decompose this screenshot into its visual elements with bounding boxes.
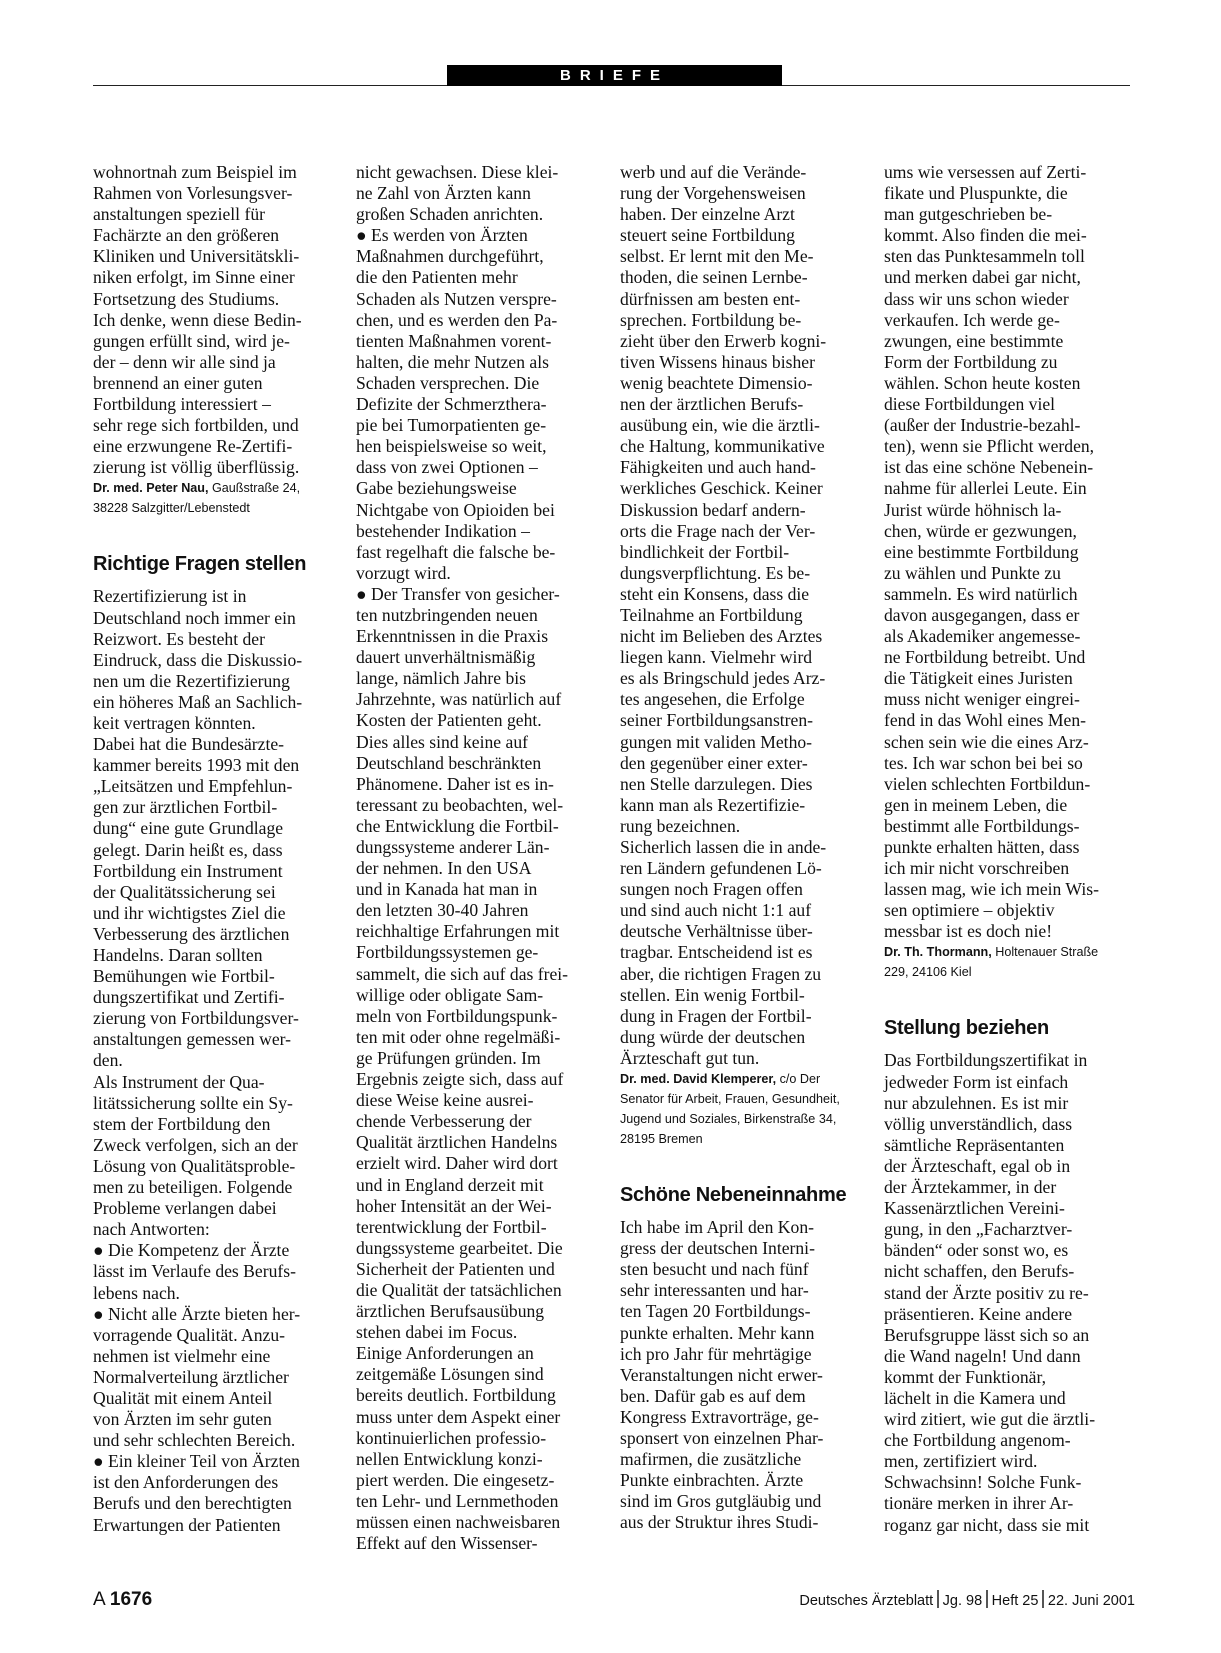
text-line: fikate und Pluspunkte, die — [884, 183, 1068, 204]
text-line: ärztlichen Berufsausübung — [356, 1301, 545, 1322]
text-line: anstaltungen speziell für — [93, 204, 265, 225]
text-line: (außer der Industrie-bezahl- — [884, 415, 1081, 436]
text-line: eine erzwungene Re-Zertifi- — [93, 436, 293, 457]
letter-heading: Schöne Nebeneinnahme — [620, 1184, 847, 1207]
text-line: kammer bereits 1993 mit den — [93, 755, 300, 776]
text-line: lebens nach. — [93, 1282, 180, 1303]
text-line: die Wand nageln! Und dann — [884, 1345, 1081, 1366]
text-line: dass wir uns schon wieder — [884, 288, 1069, 309]
text-line: muss nicht weniger eingrei- — [884, 689, 1080, 710]
text-line: Schaden versprechen. Die — [356, 372, 540, 393]
text-line: ne Fortbildung betreibt. Und — [884, 647, 1086, 668]
text-line: zierung ist völlig überflüssig. — [93, 457, 300, 478]
text-line: Fortbildung ein Instrument — [93, 860, 283, 881]
text-line: ausübung ein, wie die ärztli- — [620, 415, 820, 436]
text-line: Maßnahmen durchgeführt, — [356, 246, 544, 267]
text-line: litätssicherung sollte ein Sy- — [93, 1092, 293, 1113]
journal-info — [799, 1590, 1135, 1611]
text-line: sind im Gros gutgläubig und — [620, 1491, 822, 1512]
text-line: punkte erhalten hätten, dass — [884, 837, 1080, 857]
text-column-2 — [356, 162, 594, 1554]
text-line: liegen kann. Vielmehr wird — [620, 647, 813, 668]
text-line: Kliniken und Universitätskli- — [93, 246, 300, 267]
text-line: es als Bringschuld jedes Arz- — [620, 668, 826, 689]
text-line: dung in Fragen der Fortbil- — [620, 1005, 812, 1026]
author-address-line: Senator für Arbeit, Frauen, Gesundheit, — [620, 1092, 840, 1107]
text-line: Form der Fortbildung zu — [884, 351, 1058, 372]
text-line: vorragende Qualität. Anzu- — [93, 1324, 285, 1345]
text-line: chen, und es werden den Pa- — [356, 309, 558, 330]
text-line: nur abzulehnen. Es ist mir — [884, 1092, 1069, 1113]
author-address: Gaußstraße 24, — [211, 481, 301, 496]
text-line: Fähigkeiten und auch hand- — [620, 457, 816, 478]
text-line: präsentieren. Keine andere — [884, 1303, 1073, 1324]
text-line: bestimmt alle Fortbildungs- — [884, 815, 1080, 836]
text-line: men zu beteiligen. Folgende — [93, 1177, 293, 1198]
text-line: Nichtgabe von Opioiden bei — [356, 499, 555, 520]
text-line: Ich denke, wenn diese Bedin- — [93, 309, 302, 330]
text-line: ein höheres Maß an Sachlich- — [93, 691, 303, 712]
text-line: punkte erhalten. Mehr kann — [620, 1322, 815, 1343]
text-line: sammelt, die sich auf das frei- — [356, 963, 569, 984]
text-line: nen um die Rezertifizierung — [93, 670, 290, 691]
text-line: fast regelhaft die falsche be- — [356, 541, 556, 562]
text-line: piert werden. Die eingesetz- — [356, 1469, 555, 1490]
text-line: Deutschland noch immer ein — [93, 607, 296, 628]
text-line: dauert unverhältnismäßig — [356, 647, 536, 668]
text-line: nellen Entwicklung konzi- — [356, 1448, 543, 1469]
text-line: bänden“ oder sonst wo, es — [884, 1240, 1069, 1261]
author-address-line: 229, 24106 Kiel — [884, 965, 972, 980]
text-line: Dies alles sind keine auf — [356, 731, 528, 752]
text-line: Erkenntnissen in die Praxis — [356, 626, 549, 647]
text-line: dass von zwei Optionen – — [356, 457, 538, 478]
text-line: tragbar. Entscheidend ist es — [620, 942, 813, 963]
text-line: sen optimiere – objektiv — [884, 900, 1055, 921]
text-line: Kongress Extravorträge, ge- — [620, 1406, 819, 1427]
text-line: Ärzteschaft gut tun. — [620, 1047, 760, 1068]
text-line: Eindruck, dass die Diskussio- — [93, 649, 303, 670]
text-line: stem der Fortbildung den — [93, 1113, 271, 1134]
text-line: gress der deutschen Interni- — [620, 1238, 815, 1259]
text-line: und in England derzeit mit — [356, 1174, 544, 1195]
text-line: werkliches Geschick. Keiner — [620, 478, 823, 499]
text-line: Reizwort. Es besteht der — [93, 628, 265, 649]
text-line: Sicherlich lassen die in ande- — [620, 837, 827, 857]
text-line: von Ärzten im sehr guten — [93, 1409, 272, 1430]
letter-paragraph — [93, 586, 331, 1535]
text-line: wird zitiert, wie gut die ärztli- — [884, 1409, 1096, 1430]
text-line: muss unter dem Aspekt einer — [356, 1406, 561, 1427]
text-line: ten), wenn sie Pflicht werden, — [884, 436, 1095, 457]
text-line: tes angesehen, die Erfolge — [620, 689, 805, 710]
letter-paragraph — [93, 162, 331, 478]
author-address: Holtenauer Straße — [995, 945, 1099, 960]
text-line: und sind auch nicht 1:1 auf — [620, 900, 812, 921]
text-line: und in Kanada hat man in — [356, 879, 538, 900]
text-line: werb und auf die Verände- — [620, 162, 807, 182]
text-line: vorzugt wird. — [356, 562, 451, 583]
text-line: gen zur ärztlichen Fortbil- — [93, 797, 278, 818]
text-line: hen beispielsweise so weit, — [356, 436, 547, 457]
letter-paragraph — [356, 162, 594, 1554]
text-line: keit vertragen könnten. — [93, 712, 256, 733]
text-line: sprechen. Fortbildung be- — [620, 309, 802, 330]
author-name: Dr. med. Peter Nau, — [93, 481, 209, 496]
text-line: sponsert von einzelnen Phar- — [620, 1427, 824, 1448]
text-line: che Entwicklung die Fortbil- — [356, 815, 559, 836]
text-line: und sehr schlechten Bereich. — [93, 1430, 296, 1451]
text-line: wohnortnah zum Beispiel im — [93, 162, 297, 182]
text-line: ● Der Transfer von gesicher- — [356, 583, 560, 604]
text-line: kommt. Also finden die mei- — [884, 225, 1087, 246]
journal-name: Deutsches Ärzteblatt — [799, 1593, 934, 1609]
text-line: Fachärzte an den größeren — [93, 225, 280, 246]
text-line: willige oder obligate Sam- — [356, 984, 544, 1005]
text-line: dürfnissen am besten ent- — [620, 288, 801, 309]
text-line: ren Ländern gefundenen Lö- — [620, 858, 822, 879]
text-line: dungsverpflichtung. Es be- — [620, 562, 811, 583]
text-line: halten, die mehr Nutzen als — [356, 351, 549, 372]
text-line: ist den Anforderungen des — [93, 1472, 279, 1493]
text-line: davon ausgegangen, dass er — [884, 604, 1080, 625]
text-line: zwungen, eine bestimmte — [884, 330, 1064, 351]
text-line: wenig beachtete Dimensio- — [620, 372, 813, 393]
text-line: Berufs und den berechtigten — [93, 1493, 292, 1514]
text-line: erzielt wird. Daher wird dort — [356, 1153, 558, 1174]
author-name: Dr. med. David Klemperer, — [620, 1072, 777, 1087]
text-line: Schaden als Nutzen verspre- — [356, 288, 557, 309]
text-line: pie bei Tumorpatienten ge- — [356, 415, 547, 436]
text-line: ums wie versessen auf Zerti- — [884, 162, 1087, 182]
text-line: sammeln. Es wird natürlich — [884, 583, 1078, 604]
text-line: verkaufen. Ich werde ge- — [884, 309, 1060, 330]
text-column-3 — [620, 162, 858, 1533]
text-line: zierung von Fortbildungsver- — [93, 1008, 299, 1029]
text-line: Fortbildung interessiert – — [93, 394, 271, 415]
text-line: Qualität ärztlichen Handelns — [356, 1132, 558, 1153]
text-line: dungssysteme gearbeitet. Die — [356, 1237, 563, 1258]
text-line: nach Antworten: — [93, 1219, 210, 1240]
text-line: hoher Intensität an der Wei- — [356, 1195, 552, 1216]
text-line: Schwachsinn! Solche Funk- — [884, 1472, 1082, 1493]
text-line: Dabei hat die Bundesärzte- — [93, 734, 285, 755]
text-line: aber, die richtigen Fragen zu — [620, 963, 822, 984]
text-line: Zweck verfolgen, sich an der — [93, 1134, 298, 1155]
text-line: den gegenüber einer exter- — [620, 752, 808, 773]
page-number-value: 1676 — [109, 1589, 153, 1610]
text-line: terentwicklung der Fortbil- — [356, 1216, 547, 1237]
text-line: fend in das Wohl eines Men- — [884, 710, 1087, 731]
text-line: aus der Struktur ihres Studi- — [620, 1512, 819, 1533]
text-line: Qualität mit einem Anteil — [93, 1387, 273, 1408]
text-line: und merken dabei gar nicht, — [884, 267, 1081, 288]
text-line: gelegt. Darin heißt es, dass — [93, 839, 283, 860]
text-line: Bemühungen wie Fortbil- — [93, 966, 275, 987]
text-line: Das Fortbildungszertifikat in — [884, 1050, 1088, 1071]
letter-paragraph — [620, 1217, 858, 1533]
letter-paragraph — [620, 162, 858, 1069]
text-line: zeitgemäße Lösungen sind — [356, 1364, 544, 1385]
text-line: Gabe beziehungsweise — [356, 478, 517, 499]
text-line: Defizite der Schmerzthera- — [356, 394, 547, 415]
text-line: diese Weise keine ausrei- — [356, 1090, 534, 1111]
text-line: ich mir nicht vorschreiben — [884, 858, 1070, 879]
text-line: Punkte einbrachten. Ärzte — [620, 1470, 804, 1491]
text-line: che Fortbildung angenom- — [884, 1430, 1071, 1451]
text-line: man gutgeschrieben be- — [884, 204, 1053, 225]
text-line: diese Fortbildungen viel — [884, 394, 1056, 415]
letter-signature — [93, 478, 331, 518]
text-line: tienten Maßnahmen vorent- — [356, 330, 552, 351]
text-line: steht ein Konsens, dass die — [620, 583, 810, 604]
text-line: ● Es werden von Ärzten — [356, 225, 528, 246]
text-line: ● Die Kompetenz der Ärzte — [93, 1240, 290, 1261]
text-line: men, zertifiziert wird. — [884, 1451, 1038, 1472]
text-line: stand der Ärzte positiv zu re- — [884, 1282, 1089, 1303]
letter-signature — [884, 942, 1122, 982]
text-line: Fortsetzung des Studiums. — [93, 288, 280, 309]
text-line: Jahrzehnte, was natürlich auf — [356, 689, 562, 710]
section-label: BRIEFE — [447, 65, 782, 86]
text-line: nehmen ist vielmehr eine — [93, 1345, 271, 1366]
text-line: ten Lehr- und Lernmethoden — [356, 1490, 559, 1511]
text-line: ich pro Jahr für mehrtägige — [620, 1343, 812, 1364]
text-line: steuert seine Fortbildung — [620, 225, 795, 246]
text-line: stehen dabei im Focus. — [356, 1322, 518, 1343]
text-line: kommt der Funktionär, — [884, 1366, 1047, 1387]
text-line: der Ärzteschaft, egal ob in — [884, 1155, 1071, 1176]
text-line: die Qualität der tatsächlichen — [356, 1279, 562, 1300]
page-number — [93, 1588, 152, 1612]
journal-date: 22. Juni 2001 — [1047, 1593, 1135, 1609]
text-line: Kassenärztlichen Vereini- — [884, 1198, 1065, 1219]
text-line: niken erfolgt, im Sinne einer — [93, 267, 295, 288]
text-line: Veranstaltungen nicht erwer- — [620, 1364, 823, 1385]
text-line: nen Stelle darzulegen. Dies — [620, 773, 813, 794]
text-line: ist das eine schöne Nebenein- — [884, 457, 1094, 478]
text-line: Ergebnis zeigte sich, dass auf — [356, 1069, 564, 1090]
text-line: roganz gar nicht, dass sie mit — [884, 1514, 1090, 1535]
text-line: reichhaltige Erfahrungen mit — [356, 921, 560, 942]
text-line: haben. Der einzelne Arzt — [620, 204, 795, 225]
text-line: Lösung von Qualitätsproble- — [93, 1155, 296, 1176]
text-line: sehr rege sich fortbilden, und — [93, 415, 299, 436]
text-line: den letzten 30-40 Jahren — [356, 900, 529, 921]
text-line: messbar ist es doch nie! — [884, 921, 1053, 942]
text-line: lässt im Verlaufe des Berufs- — [93, 1261, 296, 1282]
author-address-line: 38228 Salzgitter/Lebenstedt — [93, 501, 250, 516]
text-line: lange, nämlich Jahre bis — [356, 668, 527, 689]
text-line: Erwartungen der Patienten — [93, 1514, 281, 1535]
text-line: Fortbildungssystemen ge- — [356, 942, 539, 963]
text-column-4 — [884, 162, 1122, 1536]
text-line: bereits deutlich. Fortbildung — [356, 1385, 556, 1406]
text-line: bindlichkeit der Fortbil- — [620, 541, 790, 562]
text-line: mafirmen, die zusätzliche — [620, 1449, 802, 1470]
text-line: und ihr wichtigstes Ziel die — [93, 902, 286, 923]
text-line: wählen. Schon heute kosten — [884, 372, 1081, 393]
text-line: sten besucht und nach fünf — [620, 1259, 809, 1280]
text-line: schen sein wie die eines Arz- — [884, 731, 1089, 752]
text-line: der Qualitätssicherung sei — [93, 881, 276, 902]
text-line: thoden, die seinen Lernbe- — [620, 267, 808, 288]
text-line: brennend an einer guten — [93, 372, 263, 393]
text-line: gungen erfüllt sind, wird je- — [93, 330, 290, 351]
text-line: Rahmen von Vorlesungsver- — [93, 183, 293, 204]
text-line: nicht schaffen, den Berufs- — [884, 1261, 1075, 1282]
text-line: ten mit oder ohne regelmäßi- — [356, 1026, 561, 1047]
text-line: Probleme verlangen dabei — [93, 1198, 277, 1219]
text-line: Effekt auf den Wissenser- — [356, 1533, 538, 1554]
text-line: stellen. Ein wenig Fortbil- — [620, 984, 805, 1005]
text-line: rung bezeichnen. — [620, 815, 741, 836]
text-line: Rezertifizierung ist in — [93, 586, 247, 607]
text-line: rung der Vorgehensweisen — [620, 183, 806, 204]
text-line: den. — [93, 1050, 123, 1071]
page-prefix: A — [93, 1589, 105, 1610]
text-line: Berufsgruppe lässt sich so an — [884, 1324, 1090, 1345]
text-line: bestehender Indikation – — [356, 520, 530, 541]
text-line: völlig unverständlich, dass — [884, 1113, 1073, 1134]
text-line: zieht über den Erwerb kogni- — [620, 330, 827, 351]
text-line: ge Prüfungen gründen. Im — [356, 1047, 541, 1068]
letter-paragraph — [884, 162, 1122, 942]
text-line: jedweder Form ist einfach — [884, 1071, 1069, 1092]
text-line: der – denn wir alle sind ja — [93, 351, 276, 372]
text-line: tiven Wissens hinaus bisher — [620, 351, 815, 372]
letter-heading: Richtige Fragen stellen — [93, 553, 307, 576]
text-line: eine bestimmte Fortbildung — [884, 541, 1079, 562]
text-line: nen der ärztlichen Berufs- — [620, 394, 804, 415]
text-line: Phänomene. Daher ist es in- — [356, 773, 554, 794]
text-line: sämtliche Repräsentanten — [884, 1134, 1065, 1155]
author-address: c/o Der — [779, 1072, 821, 1087]
text-line: der Ärztekammer, in der — [884, 1177, 1057, 1198]
text-line: großen Schaden anrichten. — [356, 204, 544, 225]
text-line: ne Zahl von Ärzten kann — [356, 183, 531, 204]
text-line: dungssysteme anderer Län- — [356, 837, 550, 857]
journal-volume: Jg. 98 — [942, 1593, 983, 1609]
text-line: nicht gewachsen. Diese klei- — [356, 162, 559, 182]
text-line: orts die Frage nach der Ver- — [620, 520, 816, 541]
text-line: Kosten der Patienten geht. — [356, 710, 542, 731]
text-column-1 — [93, 162, 331, 1536]
text-line: ● Ein kleiner Teil von Ärzten — [93, 1451, 300, 1472]
text-line: gung, in den „Facharztver- — [884, 1219, 1073, 1240]
text-line: Ich habe im April den Kon- — [620, 1217, 814, 1238]
text-line: Verbesserung des ärztlichen — [93, 923, 290, 944]
journal-issue: Heft 25 — [991, 1593, 1039, 1609]
text-line: die den Patienten mehr — [356, 267, 518, 288]
text-line: teressant zu beobachten, wel- — [356, 794, 564, 815]
text-line: ten Tagen 20 Fortbildungs- — [620, 1301, 811, 1322]
text-line: zu wählen und Punkte zu — [884, 562, 1061, 583]
text-line: kann man als Rezertifizie- — [620, 794, 806, 815]
letter-paragraph — [884, 1050, 1122, 1535]
author-address-line: Jugend und Soziales, Birkenstraße 34, — [620, 1112, 837, 1127]
text-line: ● Nicht alle Ärzte bieten her- — [93, 1303, 301, 1324]
text-line: Einige Anforderungen an — [356, 1343, 534, 1364]
text-line: sungen noch Fragen offen — [620, 879, 803, 900]
text-line: gungen mit validen Metho- — [620, 731, 813, 752]
text-line: anstaltungen gemessen wer- — [93, 1029, 291, 1050]
text-line: selbst. Er lernt mit den Me- — [620, 246, 814, 267]
text-line: lassen mag, wie ich mein Wis- — [884, 879, 1099, 900]
text-line: ben. Dafür gab es auf dem — [620, 1385, 806, 1406]
text-line: gen in meinem Leben, die — [884, 794, 1068, 815]
text-line: dungszertifikat und Zertifi- — [93, 987, 285, 1008]
text-line: vielen schlechten Fortbildun- — [884, 773, 1091, 794]
text-line: chen, würde er gezwungen, — [884, 520, 1077, 541]
text-line: die Tätigkeit eines Juristen — [884, 668, 1073, 689]
text-line: dung“ eine gute Grundlage — [93, 818, 284, 839]
text-line: sehr interessanten und har- — [620, 1280, 809, 1301]
author-name: Dr. Th. Thormann, — [884, 945, 992, 960]
author-address-line: 28195 Bremen — [620, 1132, 703, 1147]
text-line: Als Instrument der Qua- — [93, 1071, 265, 1092]
text-line: müssen einen nachweisbaren — [356, 1512, 561, 1532]
text-line: ten nutzbringenden neuen — [356, 604, 538, 625]
letter-signature — [620, 1069, 858, 1149]
text-line: seiner Fortbildungsanstren- — [620, 710, 814, 731]
text-line: sten das Punktesammeln toll — [884, 246, 1085, 267]
text-line: kontinuierlichen professio- — [356, 1427, 547, 1448]
text-line: tionäre merken in ihrer Ar- — [884, 1493, 1074, 1514]
text-line: tes. Ich war schon bei bei so — [884, 752, 1083, 773]
text-line: Normalverteilung ärztlicher — [93, 1366, 289, 1387]
text-line: nicht im Belieben des Arztes — [620, 626, 823, 647]
text-line: che Haltung, kommunikative — [620, 436, 825, 457]
text-line: Diskussion bedarf andern- — [620, 499, 806, 520]
text-line: Deutschland beschränkten — [356, 752, 542, 773]
text-line: dung würde der deutschen — [620, 1026, 806, 1047]
text-line: chende Verbesserung der — [356, 1111, 532, 1132]
text-line: Teilnahme an Fortbildung — [620, 604, 803, 625]
text-line: lächelt in die Kamera und — [884, 1387, 1066, 1408]
text-line: als Akademiker angemesse- — [884, 626, 1081, 647]
text-line: deutsche Verhältnisse über- — [620, 921, 813, 942]
text-line: „Leitsätzen und Empfehlun- — [93, 776, 293, 797]
text-line: meln von Fortbildungspunk- — [356, 1005, 558, 1026]
text-line: Handelns. Daran sollten — [93, 945, 263, 965]
letter-heading: Stellung beziehen — [884, 1017, 1049, 1040]
text-line: Jurist würde höhnisch la- — [884, 499, 1062, 520]
text-line: Sicherheit der Patienten und — [356, 1258, 555, 1279]
text-line: nahme für allerlei Leute. Ein — [884, 478, 1087, 499]
text-line: der nehmen. In den USA — [356, 858, 532, 879]
